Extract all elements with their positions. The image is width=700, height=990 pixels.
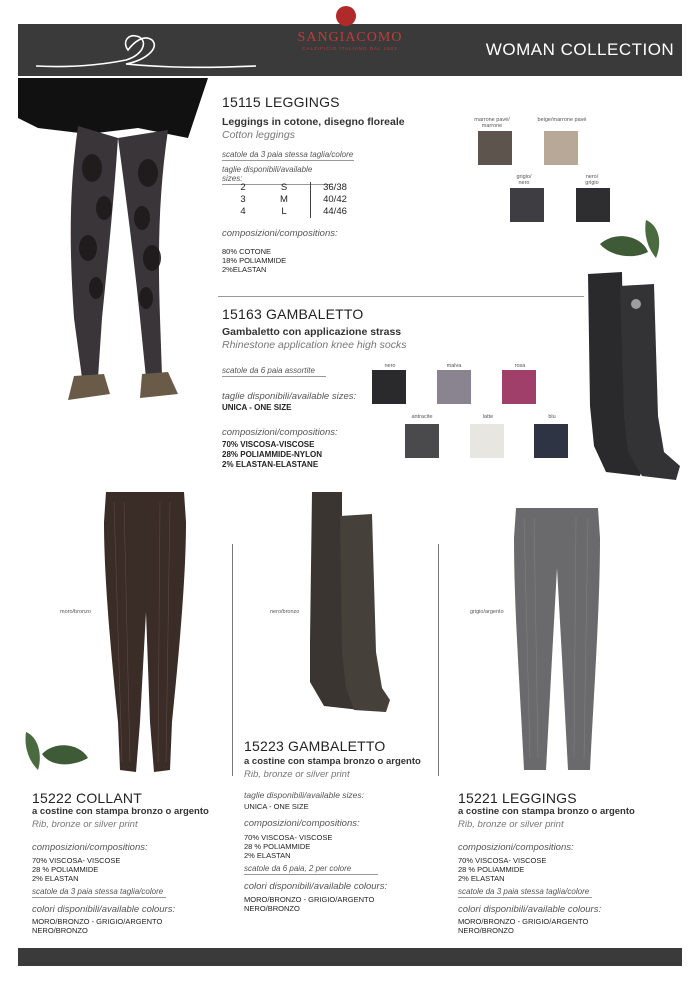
box-info: scatole da 6 paia, 2 per colore <box>244 864 378 875</box>
composition-item: 2% ELASTAN-ELASTANE <box>222 460 319 469</box>
product-description-it: Gambaletto con applicazione strass <box>222 326 402 338</box>
composition-item: 70% VISCOSA-VISCOSE <box>222 440 315 449</box>
product-code-15223: 15223 GAMBALETTO <box>244 738 386 754</box>
size-letter: S <box>280 182 288 193</box>
gambaletto-image <box>296 492 390 716</box>
composition-item: 70% VISCOSA- VISCOSE <box>244 833 333 842</box>
composition-item: 70% VISCOSA- VISCOSE <box>458 856 547 865</box>
product-description-it: a costine con stampa bronzo o argento <box>32 806 209 817</box>
swatch-label: beige/marrone pavé <box>537 117 587 123</box>
brand-subtitle: CALZIFICIO ITALIANO DAL 1922 <box>302 46 398 51</box>
swatch-label: blu <box>548 414 556 420</box>
swatch-label: malva <box>446 363 462 369</box>
column-divider <box>232 544 233 776</box>
color-note: moro/bronzo <box>60 609 91 615</box>
box-info: scatole da 3 paia stessa taglia/colore <box>32 887 166 898</box>
sizes-label: taglie disponibili/available sizes: <box>222 165 332 185</box>
box-info: scatole da 3 paia stessa taglia/colore <box>458 887 592 898</box>
compositions-label: composizioni/compositions: <box>222 427 338 438</box>
brand-name: SANGIACOMO <box>297 30 403 45</box>
product-description-en: Rhinestone application knee high socks <box>222 339 407 351</box>
size-letter: L <box>281 206 287 217</box>
color-note: nero/bronzo <box>270 609 300 615</box>
size-number: 2 <box>240 182 246 193</box>
product-description-en: Cotton leggings <box>222 129 295 141</box>
composition-item: 28 % POLIAMMIDE <box>458 865 525 874</box>
knee-socks-image <box>584 266 682 486</box>
box-info: scatole da 6 paia assortite <box>222 366 326 377</box>
heart-line-icon <box>36 24 256 76</box>
product-description-en: Rib, bronze or silver print <box>32 819 138 830</box>
swatch-label: latte <box>482 414 494 420</box>
product-description-it: a costine con stampa bronzo o argento <box>244 756 421 767</box>
sizes-label: taglie disponibili/available sizes: <box>244 790 365 800</box>
section-divider <box>218 296 584 297</box>
swatch-nero[interactable] <box>372 370 406 404</box>
collant-image <box>100 492 190 784</box>
colour-item: MORO/BRONZO - GRIGIO/ARGENTO <box>32 917 163 926</box>
swatch-beige[interactable] <box>544 131 578 165</box>
colours-label: colori disponibili/available colours: <box>244 881 388 892</box>
leggings-model-image <box>18 78 208 408</box>
composition-item: 28 % POLIAMMIDE <box>244 842 311 851</box>
leaf-decoration-icon <box>596 216 668 264</box>
size-row <box>228 206 359 218</box>
colour-item: NERO/BRONZO <box>458 926 514 935</box>
composition-item: 2% ELASTAN <box>244 851 291 860</box>
composition-item: 28 % POLIAMMIDE <box>32 865 99 874</box>
colours-list <box>458 917 588 935</box>
composition-item: 80% COTONE <box>222 247 272 256</box>
product-description-en: Rib, bronze or silver print <box>244 769 350 780</box>
size-range: 44/46 <box>311 206 360 218</box>
size-row <box>228 182 359 194</box>
sizes-value: UNICA - ONE SIZE <box>222 403 292 412</box>
colours-label: colori disponibili/available colours: <box>32 904 176 915</box>
product-description-en: Rib, bronze or silver print <box>458 819 564 830</box>
brand-logo-icon <box>336 6 356 26</box>
swatch-latte[interactable] <box>470 424 504 458</box>
composition-list <box>458 856 546 883</box>
composition-item: 2%ELASTAN <box>222 265 267 274</box>
colour-item: MORO/BRONZO - GRIGIO/ARGENTO <box>458 917 589 926</box>
swatch-label: antracite <box>411 414 433 420</box>
composition-list <box>32 856 120 883</box>
swatch-label: grigio/ nero <box>516 174 532 186</box>
size-letter: M <box>280 194 288 205</box>
swatch-label: marrone pavé/ marrone <box>474 117 510 129</box>
swatch-marrone[interactable] <box>478 131 512 165</box>
sizes-table <box>228 182 359 218</box>
swatch-rosa[interactable] <box>502 370 536 404</box>
sizes-value: UNICA - ONE SIZE <box>244 802 309 811</box>
colour-item: NERO/BRONZO <box>32 926 88 935</box>
compositions-label: composizioni/compositions: <box>32 842 148 853</box>
product-code-15115: 15115 LEGGINGS <box>222 94 340 110</box>
size-number: 3 <box>240 194 246 205</box>
swatch-blu[interactable] <box>534 424 568 458</box>
colours-list <box>32 917 162 935</box>
color-note: grigio/argento <box>470 609 504 615</box>
colours-list <box>244 895 374 913</box>
swatch-antracite[interactable] <box>405 424 439 458</box>
product-description-it: a costine con stampa bronzo o argento <box>458 806 635 817</box>
sizes-label: taglie disponibili/available sizes: <box>222 391 357 402</box>
column-divider <box>438 544 439 776</box>
swatch-label: rosa <box>514 363 526 369</box>
swatch-label: nero <box>384 363 396 369</box>
box-info: scatole da 3 paia stessa taglia/colore <box>222 150 354 159</box>
swatch-label: nero/ grigio <box>585 174 599 186</box>
swatch-malva[interactable] <box>437 370 471 404</box>
product-code-15222: 15222 COLLANT <box>32 790 142 806</box>
composition-item: 2% ELASTAN <box>32 874 79 883</box>
leaf-decoration-icon <box>22 730 92 774</box>
product-code-15221: 15221 LEGGINGS <box>458 790 577 806</box>
composition-item: 28% POLIAMMIDE-NYLON <box>222 450 323 459</box>
collection-title: WOMAN COLLECTION <box>485 40 675 59</box>
compositions-label: composizioni/compositions: <box>222 228 338 239</box>
size-number: 4 <box>240 206 246 217</box>
composition-item: 2% ELASTAN <box>458 874 505 883</box>
compositions-label: composizioni/compositions: <box>458 842 574 853</box>
product-description-it: Leggings in cotone, disegno floreale <box>222 116 405 128</box>
size-range: 40/42 <box>311 194 360 206</box>
composition-item: 70% VISCOSA- VISCOSE <box>32 856 121 865</box>
swatch-grigio-nero[interactable] <box>510 188 544 222</box>
composition-list <box>244 833 332 860</box>
colour-item: NERO/BRONZO <box>244 904 300 913</box>
composition-list <box>222 247 286 274</box>
footer-bar <box>18 948 682 966</box>
size-range: 36/38 <box>311 182 360 194</box>
leggings-image <box>510 508 604 772</box>
product-code-15163: 15163 GAMBALETTO <box>222 306 364 322</box>
colour-item: MORO/BRONZO - GRIGIO/ARGENTO <box>244 895 375 904</box>
compositions-label: composizioni/compositions: <box>244 818 360 829</box>
size-row <box>228 194 359 206</box>
colours-label: colori disponibili/available colours: <box>458 904 602 915</box>
composition-item: 18% POLIAMMIDE <box>222 256 287 265</box>
composition-list <box>222 440 322 470</box>
